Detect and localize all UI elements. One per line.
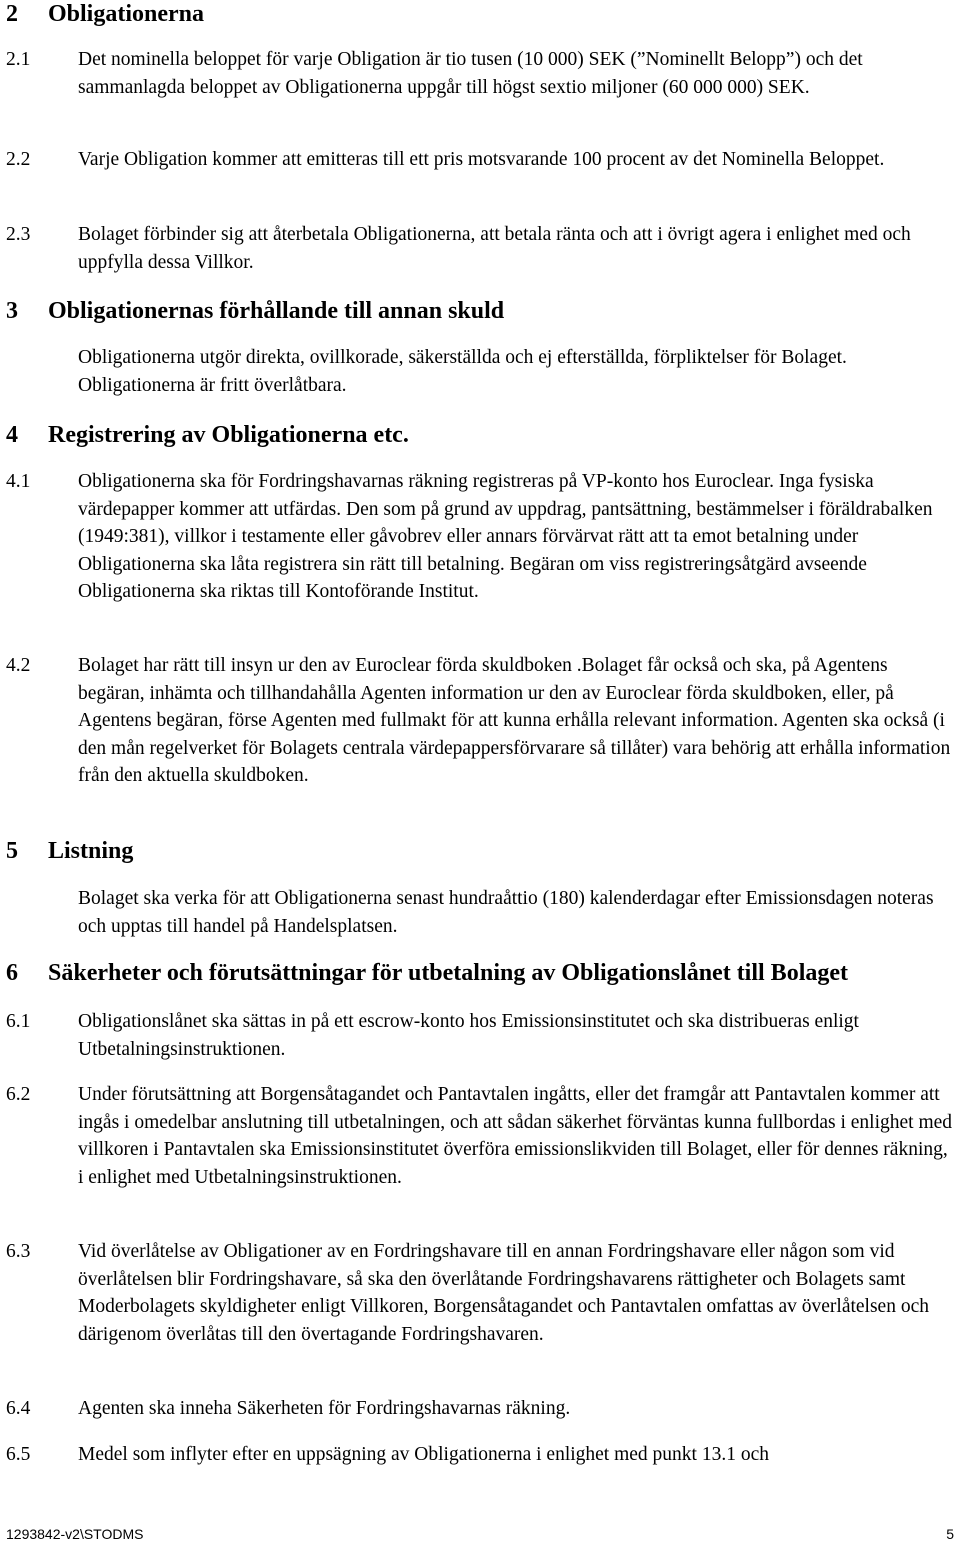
section-6-heading [6, 959, 848, 987]
section-4-number: 4 [6, 422, 18, 448]
section-4-heading [6, 421, 409, 449]
section-6-title: Säkerheter och förutsättningar för utbetalning av Obligationslånet till Bolaget [48, 960, 849, 986]
section-3-text: Obligationerna utgör direkta, ovillkorade, säkerställda och ej efterställda, förpliktelser för Bolaget. Obligationerna är fritt överlåtbara. [78, 347, 847, 396]
footer-page-number: 5 [946, 1526, 954, 1542]
clause-6-5-text: Medel som inflyter efter en uppsägning av Obligationerna i enlighet med punkt 13.1 och [78, 1444, 769, 1465]
clause-4-2-number: 4.2 [6, 655, 31, 676]
clause-4-1-text: Obligationerna ska för Fordringshavarnas räkning registreras på VP-konto hos Euroclear. Inga fysiska värdepapper kommer att utfärdas. Den som på grund av uppdrag, pantsättning, bestämmelser i föräldrabalken (1949:381), villkor i testamente eller gåvobrev eller annars förvärvat rätt att ta emot betalning under Obligationerna ska låta registrera sin rätt till betalning. Begäran om viss registreringsåtgärd avseende Obligationerna ska riktas till Kontoförande Institut. [78, 471, 933, 603]
clause-2-3-text: Bolaget förbinder sig att återbetala Obligationerna, att betala ränta och att i övrigt agera i enlighet med och uppfylla dessa Villkor. [78, 224, 911, 273]
section-3-title: Obligationernas förhållande till annan skuld [48, 298, 505, 324]
section-3-number: 3 [6, 298, 18, 324]
section-5-number: 5 [6, 838, 18, 864]
clause-6-3-text: Vid överlåtelse av Obligationer av en Fordringshavare till en annan Fordringshavare eller någon som vid överlåtelsen blir Fordringshavare, så ska den överlåtande Fordringshavarens rättigheter och Bolagets samt Moderbolagets skyldigheter enligt Villkoren, Borgensåtagandet och Pantavtalen omfattas av överlåtelsen och därigenom överlåtas till den övertagande Fordringshavaren. [78, 1241, 929, 1345]
clause-2-2-text: Varje Obligation kommer att emitteras till ett pris motsvarande 100 procent av det Nominella Beloppet. [78, 149, 885, 170]
section-2-heading [6, 0, 204, 28]
clause-6-4-text: Agenten ska inneha Säkerheten för Fordringshavarnas räkning. [78, 1398, 571, 1419]
footer-document-id: 1293842-v2\STODMS [6, 1526, 144, 1542]
section-6-number: 6 [6, 960, 18, 986]
clause-6-4-number: 6.4 [6, 1398, 31, 1419]
clause-4-1-number: 4.1 [6, 471, 31, 492]
clause-4-2-text: Bolaget har rätt till insyn ur den av Euroclear förda skuldboken .Bolaget får också och ska, på Agentens begäran, inhämta och tillhandahålla Agenten information ur den av Euroclear förda skuldboken, eller, på Agentens begäran, förse Agenten med fullmakt för att kunna erhålla relevant information. Agenten ska också (i den mån regelverket för Bolagets centrala värdepappersförvarare så tillåter) vara behörig att erhålla information från den aktuella skuldboken. [78, 655, 951, 787]
clause-6-5-number: 6.5 [6, 1444, 31, 1465]
clause-6-3-number: 6.3 [6, 1241, 31, 1262]
clause-6-1-number: 6.1 [6, 1011, 31, 1032]
clause-6-2-number: 6.2 [6, 1084, 31, 1105]
clause-2-1-text: Det nominella beloppet för varje Obligation är tio tusen (10 000) SEK (”Nominellt Belopp”) och det sammanlagda beloppet av Obligationerna uppgår till högst sextio miljoner (60 000 000) SEK. [78, 49, 863, 98]
section-5-title: Listning [48, 838, 134, 864]
section-4-title: Registrering av Obligationerna etc. [48, 422, 409, 448]
clause-2-1-number: 2.1 [6, 49, 31, 70]
clause-2-3-number: 2.3 [6, 224, 31, 245]
section-3-heading [6, 297, 504, 325]
section-5-text: Bolaget ska verka för att Obligationerna senast hundraåttio (180) kalenderdagar efter Emissionsdagen noteras och upptas till handel på Handelsplatsen. [78, 888, 934, 937]
section-2-number: 2 [6, 1, 18, 27]
clause-6-2-text: Under förutsättning att Borgensåtagandet och Pantavtalen ingåtts, eller det framgår att Pantavtalen kommer att ingås i omedelbar anslutning till utbetalningen, och att sådan säkerhet förväntas kunna fullbordas i enlighet med villkoren i Pantavtalen ska Emissionsinstitutet överföra emissionslikviden till Bolaget, eller för dennes räkning, i enlighet med Utbetalningsinstruktionen. [78, 1084, 953, 1188]
clause-6-1-text: Obligationslånet ska sättas in på ett escrow-konto hos Emissionsinstitutet och ska distribueras enligt Utbetalningsinstruktionen. [78, 1011, 859, 1060]
section-2-title: Obligationerna [48, 1, 205, 27]
section-5-heading [6, 837, 133, 865]
clause-2-2-number: 2.2 [6, 149, 31, 170]
